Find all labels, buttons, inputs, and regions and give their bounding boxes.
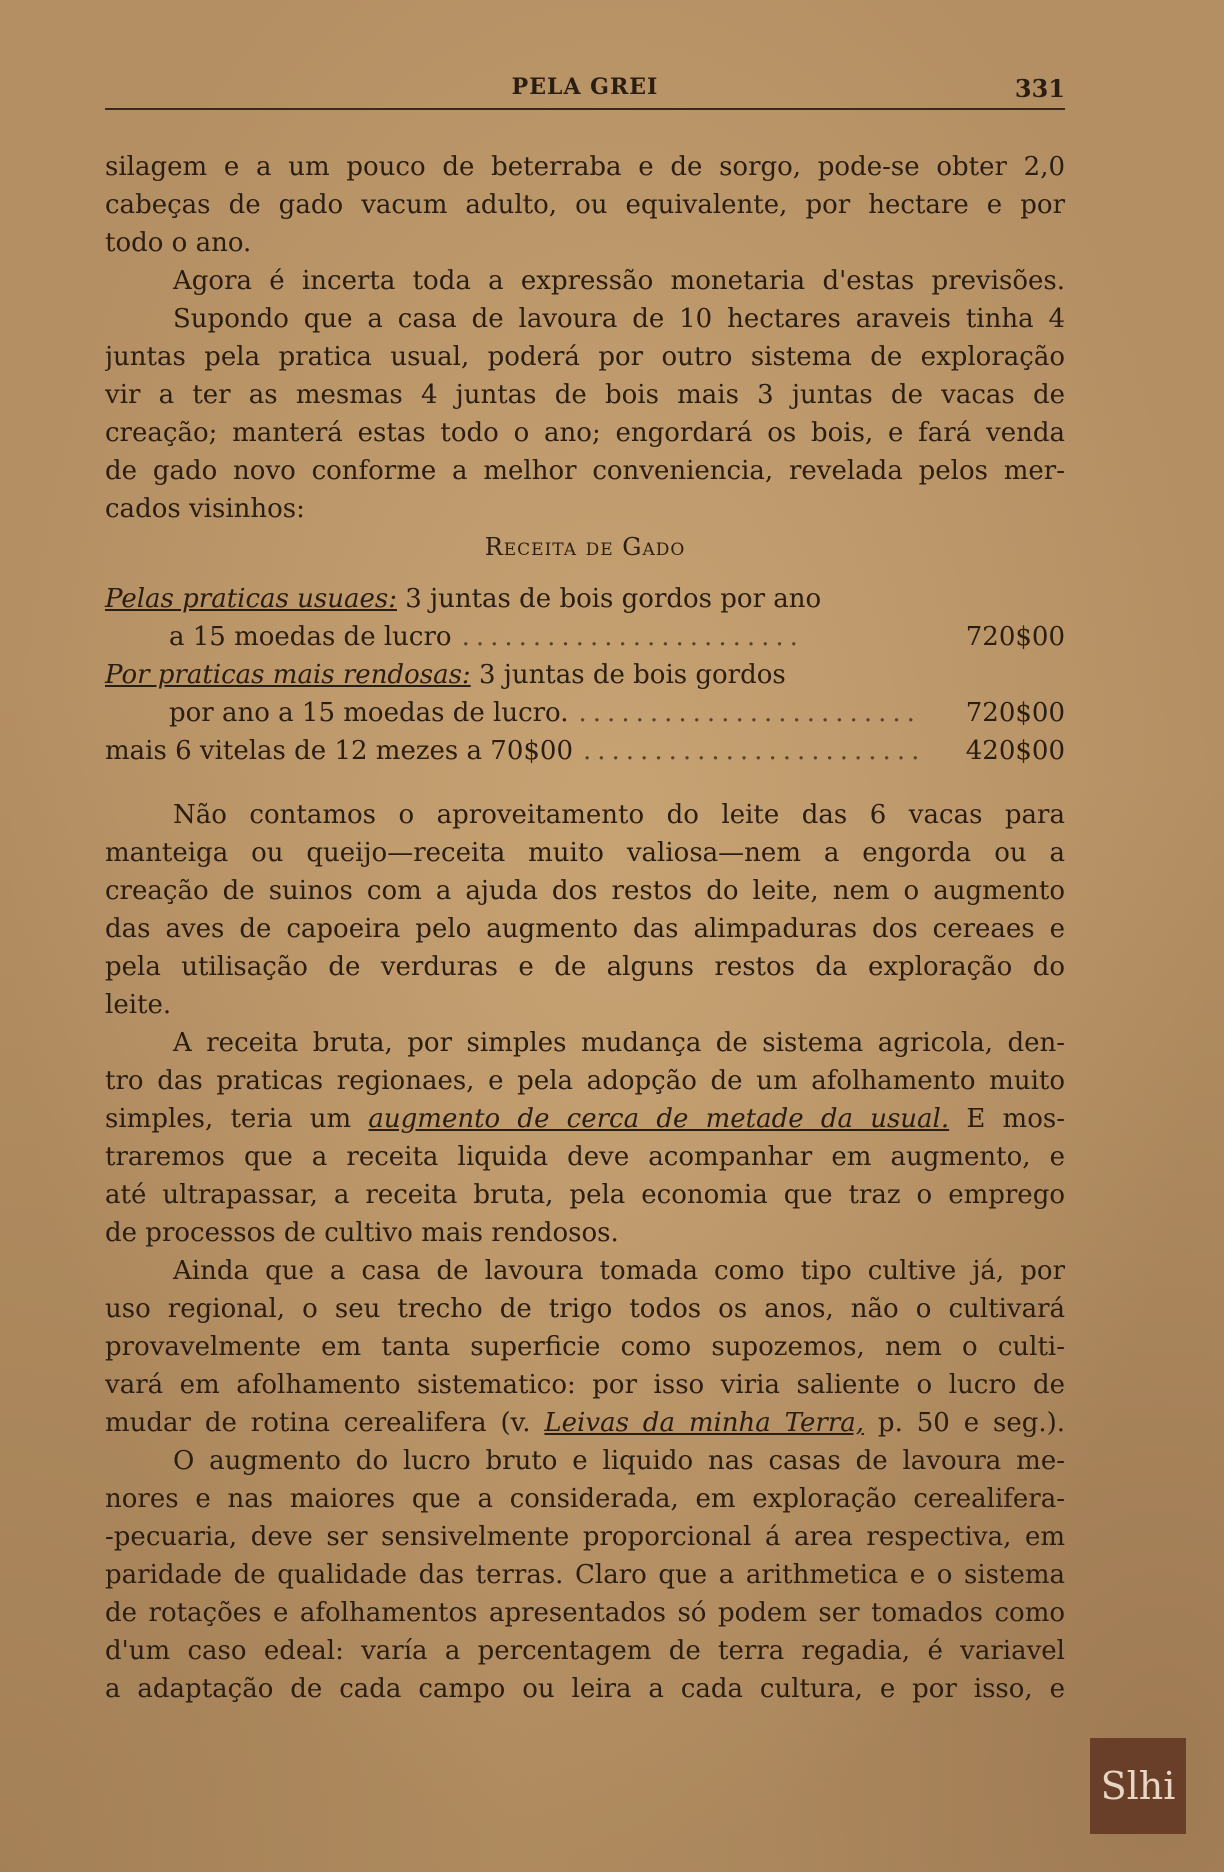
text-line: uso regional, o seu trecho de trigo todos os anos, não o cultivará (105, 1294, 1065, 1324)
text-line: cados visinhos: (105, 494, 305, 524)
page-body (105, 148, 1065, 1708)
text-line (105, 1100, 1065, 1138)
leader-dots: ........................ (583, 736, 926, 766)
section-heading: Receita de Gado (484, 533, 686, 561)
text-line: todo o ano. (105, 228, 252, 258)
text-run: mudar de rotina cerealifera (v. (105, 1408, 545, 1438)
row-text: por ano a 15 moedas de lucro. (169, 698, 569, 728)
page-number: 331 (1014, 74, 1065, 103)
leader-dots: ........................ (578, 698, 921, 728)
text-line: a adaptação de cada campo ou leira a cada cultura, e por isso, e (105, 1674, 1065, 1704)
text-line: de processos de cultivo mais rendosos. (105, 1218, 619, 1248)
table-row (105, 656, 1065, 694)
text-run: E mos- (949, 1104, 1065, 1134)
amount: 720$00 (965, 622, 1065, 652)
text-line (105, 1404, 1065, 1442)
text-line: até ultrapassar, a receita bruta, pela economia que traz o emprego (105, 1180, 1065, 1210)
text-line: manteiga ou queijo—receita muito valiosa—nem a engorda ou a (105, 838, 1065, 868)
text-line: silagem e a um pouco de beterraba e de sorgo, pode-se obter 2,0 (105, 152, 1065, 182)
text-line: de rotações e afolhamentos apresentados só podem ser tomados como (105, 1598, 1065, 1628)
text-line: paridade de qualidade das terras. Claro que a arithmetica e o sistema (105, 1560, 1065, 1590)
text-line: vará em afolhamento sistematico: por isso viria saliente o lucro de (105, 1370, 1065, 1400)
table-row (105, 694, 1065, 732)
text-line: cabeças de gado vacum adulto, ou equivalente, por hectare e por (105, 190, 1065, 220)
row-text: mais 6 vitelas de 12 mezes a 70$00 (105, 736, 573, 766)
text-run: p. 50 e seg.). (864, 1408, 1065, 1438)
row-text: a 15 moedas de lucro (169, 622, 452, 652)
amount: 420$00 (965, 736, 1065, 766)
text-line: pela utilisação de verduras e de alguns restos da exploração do (105, 952, 1065, 982)
text-run: simples, teria um (105, 1104, 369, 1134)
text-line: vir a ter as mesmas 4 juntas de bois mais 3 juntas de vacas de (105, 380, 1065, 410)
row-text: 3 juntas de bois gordos por ano (396, 584, 822, 614)
text-line: -pecuaria, deve ser sensivelmente proporcional á area respectiva, em (105, 1522, 1065, 1552)
text-line: d'um caso edeal: varía a percentagem de terra regadia, é variavel (105, 1636, 1065, 1666)
text-line: das aves de capoeira pelo augmento das alimpaduras dos cereaes e (105, 914, 1065, 944)
text-line: provavelmente em tanta superficie como supozemos, nem o culti- (105, 1332, 1065, 1362)
amount: 720$00 (965, 698, 1065, 728)
text-line: creação de suinos com a ajuda dos restos do leite, nem o augmento (105, 876, 1065, 906)
row-text: 3 juntas de bois gordos (470, 660, 786, 690)
text-line: tro das praticas regionaes, e pela adopção de um afolhamento muito (105, 1066, 1065, 1096)
running-header (105, 74, 1065, 110)
text-line: traremos que a receita liquida deve acompanhar em augmento, e (105, 1142, 1065, 1172)
text-line: Supondo que a casa de lavoura de 10 hectares araveis tinha 4 (173, 304, 1065, 334)
text-line: leite. (105, 990, 172, 1020)
text-line: de gado novo conforme a melhor conveniencia, revelada pelos mer- (105, 456, 1065, 486)
text-line: Não contamos o aproveitamento do leite das 6 vacas para (173, 800, 1065, 830)
text-line: Ainda que a casa de lavoura tomada como tipo cultive já, por (173, 1256, 1065, 1286)
emphasis-text: augmento de cerca de metade da usual. (368, 1104, 950, 1134)
row-label: Pelas praticas usuaes: (105, 584, 397, 614)
text-line: nores e nas maiores que a considerada, em exploração cerealifera- (105, 1484, 1065, 1514)
library-logo: Slhi (1090, 1738, 1186, 1834)
table-row (105, 618, 1065, 656)
leader-dots: ........................ (461, 622, 804, 652)
row-label: Por praticas mais rendosas: (105, 660, 471, 690)
book-title-citation: Leivas da minha Terra, (544, 1408, 865, 1438)
running-title: PELA GREI (511, 74, 659, 100)
table-row (105, 732, 1065, 770)
text-line: juntas pela pratica usual, poderá por outro sistema de exploração (105, 342, 1065, 372)
text-line: creação; manterá estas todo o ano; engordará os bois, e fará venda (105, 418, 1065, 448)
text-line: Agora é incerta toda a expressão monetaria d'estas previsões. (173, 266, 1065, 296)
text-line: A receita bruta, por simples mudança de sistema agricola, den- (173, 1028, 1065, 1058)
table-row (105, 580, 1065, 618)
text-line: O augmento do lucro bruto e liquido nas casas de lavoura me- (173, 1446, 1065, 1476)
